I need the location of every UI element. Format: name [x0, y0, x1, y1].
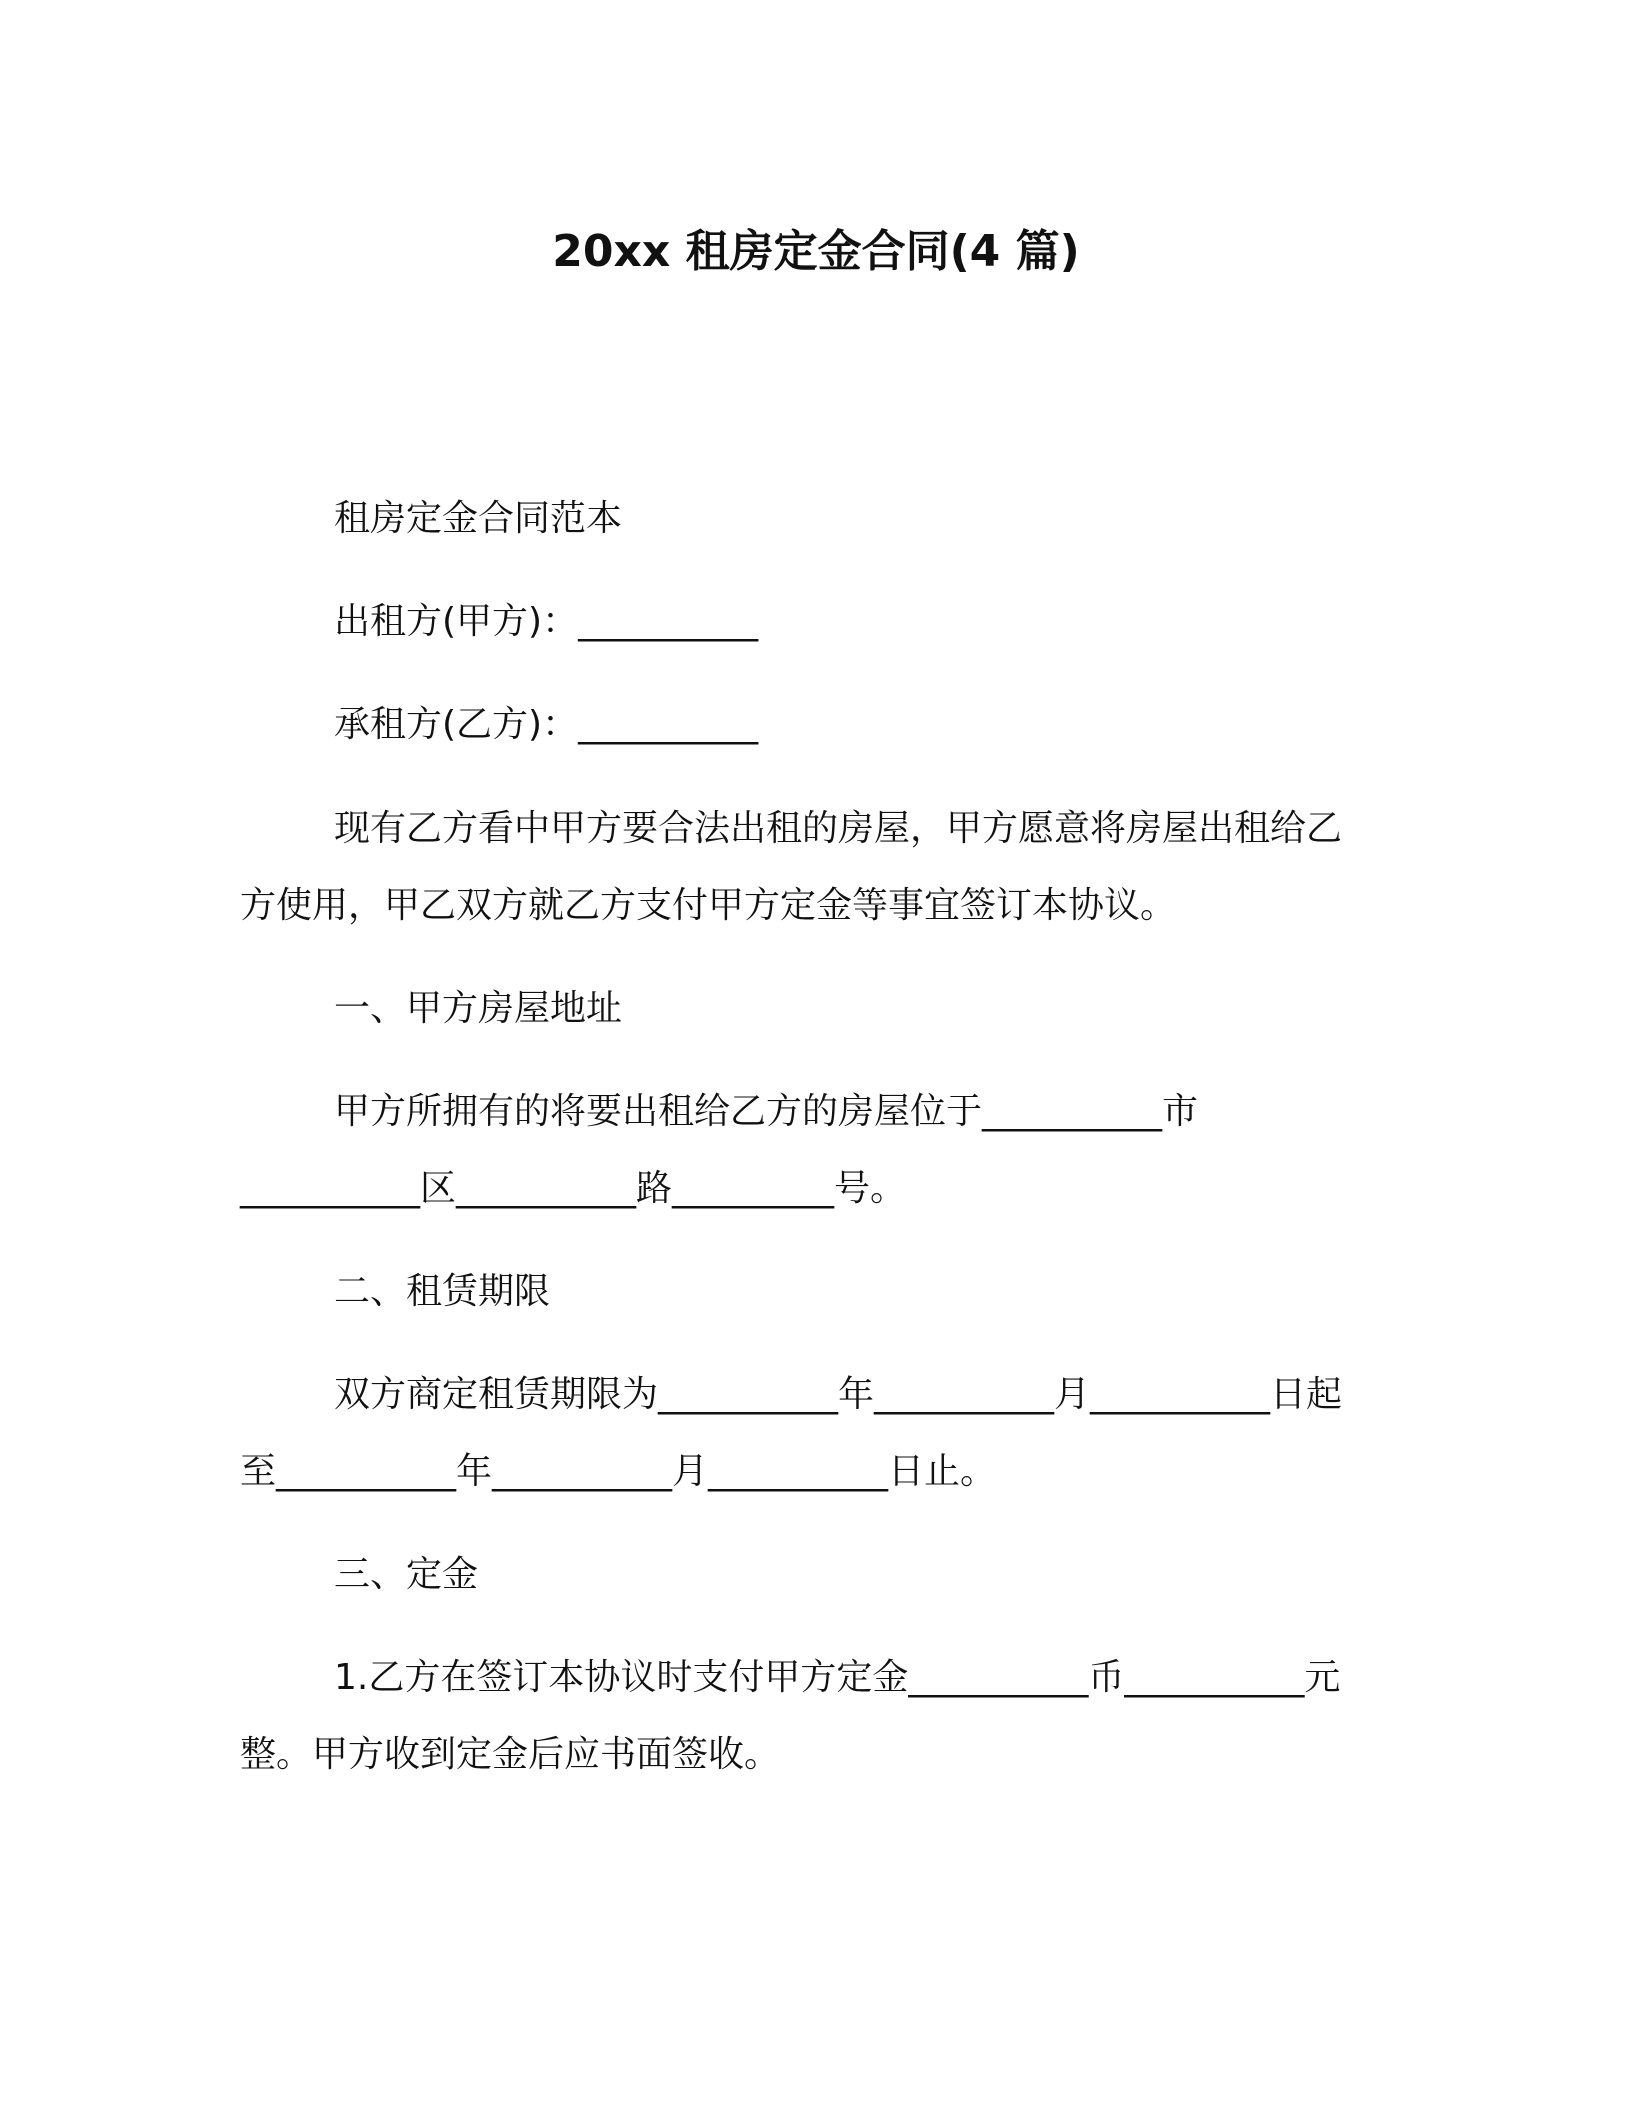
section-3-heading: 三、定金 [334, 1554, 479, 1595]
section-1-line-2: __________区__________路_________号。 [240, 1168, 906, 1209]
section-2-line-2: 至__________年__________月__________日止。 [240, 1451, 997, 1492]
party-a-line: 出租方(甲方)：__________ [334, 601, 759, 642]
document-subtitle: 租房定金合同范本 [334, 498, 623, 539]
section-2-line-1: 双方商定租赁期限为__________年__________月__________日起 [334, 1374, 1343, 1415]
section-1-heading: 一、甲方房屋地址 [334, 988, 623, 1029]
section-3-item-1-line-1: 1.乙方在签订本协议时支付甲方定金__________币__________元 [334, 1657, 1341, 1698]
intro-line-2: 方使用，甲乙双方就乙方支付甲方定金等事宜签订本协议。 [240, 885, 1177, 926]
section-1-line-1: 甲方所拥有的将要出租给乙方的房屋位于__________市 [334, 1091, 1199, 1132]
intro-line-1: 现有乙方看中甲方要合法出租的房屋，甲方愿意将房屋出租给乙 [334, 808, 1343, 849]
party-b-line: 承租方(乙方)：__________ [334, 704, 759, 745]
section-2-heading: 二、租赁期限 [334, 1271, 551, 1312]
document-title: 20xx 租房定金合同(4 篇) [552, 226, 1080, 277]
section-3-item-1-line-2: 整。甲方收到定金后应书面签收。 [240, 1734, 781, 1775]
